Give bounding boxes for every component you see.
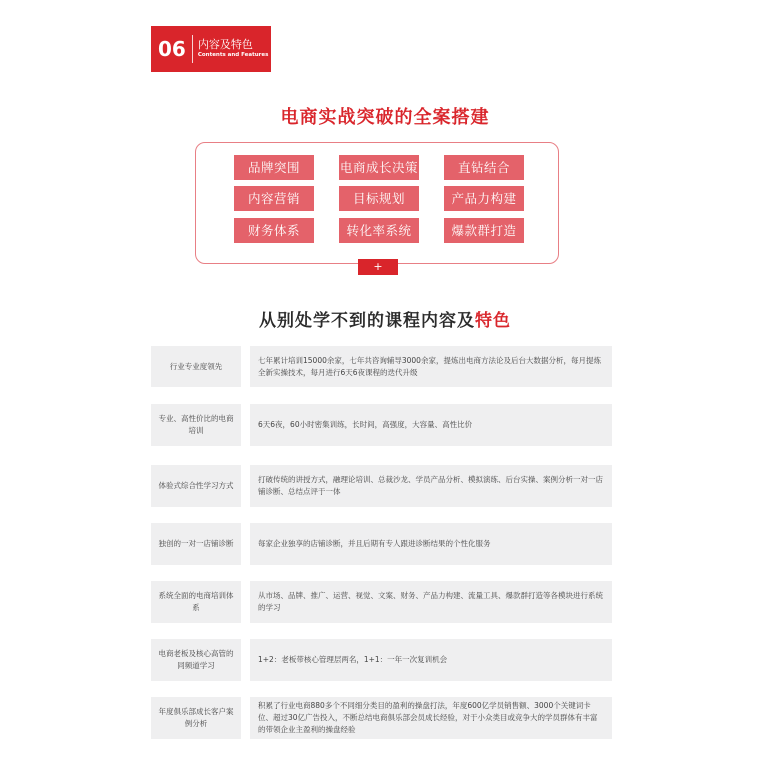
tag-item: 直钻结合: [444, 155, 524, 180]
tag-item: 爆款群打造: [444, 218, 524, 243]
expand-plus-button[interactable]: +: [358, 259, 398, 275]
tag-item: 转化率系统: [339, 218, 419, 243]
section2-title-accent: 特色: [475, 311, 511, 331]
tag-item: 品牌突围: [234, 155, 314, 180]
feature-desc: 1+2：老板带核心管理层两名，1+1：一年一次复训机会: [250, 639, 612, 681]
section2-title-main: 从别处学不到的课程内容及: [259, 311, 475, 331]
feature-label: 独创的一对一店铺诊断: [151, 523, 241, 565]
feature-label: 行业专业度领先: [151, 346, 241, 387]
tag-item: 内容营销: [234, 186, 314, 211]
tag-item: 电商成长决策: [339, 155, 419, 180]
feature-desc: 打破传统的讲授方式，融理论培训、总裁沙龙、学员产品分析、模拟演练、后台实操、案例分析一对一店铺诊断、总结点评于一体: [250, 465, 612, 507]
feature-desc: 七年累计培训15000余家，七年共咨询辅导3000余家，提炼出电商方法论及后台大数据分析，每月提炼全新实操技术，每月进行6天6夜课程的迭代升级: [250, 346, 612, 387]
tag-item: 目标规划: [339, 186, 419, 211]
tag-item: 财务体系: [234, 218, 314, 243]
feature-desc: 积累了行业电商880多个不同细分类目的盈利的操盘打法，年度600亿学员销售额、3000个关键词卡位、超过30亿广告投入，不断总结电商俱乐部会员成长经验，对于小众类目或竞争大的学员群体有丰富的带领企业主盈利的操盘经验: [250, 697, 612, 739]
feature-desc: 从市场、品牌、推广、运营、视觉、文案、财务、产品力构建、流量工具、爆款群打造等各模块进行系统的学习: [250, 581, 612, 623]
feature-label: 系统全面的电商培训体系: [151, 581, 241, 623]
section2-title: [0, 306, 770, 331]
section1-title: 电商实战突破的全案搭建: [280, 107, 490, 128]
section-title-cn: 内容及特色: [197, 38, 253, 51]
tag-item: 产品力构建: [444, 186, 524, 211]
section-badge: [151, 26, 271, 72]
section-heading: [193, 38, 269, 60]
feature-label: 年度俱乐部成长客户案例分析: [151, 697, 241, 739]
feature-desc: 6天6夜，60小时密集训练，长时间，高强度，大容量、高性比价: [250, 404, 612, 446]
section-title-en: Contents and Features: [197, 52, 269, 58]
feature-label: 体验式综合性学习方式: [151, 465, 241, 507]
section-number: 06: [151, 35, 193, 63]
feature-label: 专业、高性价比的电商培训: [151, 404, 241, 446]
feature-label: 电商老板及核心高管的同频道学习: [151, 639, 241, 681]
feature-desc: 每家企业独享的店铺诊断，并且后期有专人跟进诊断结果的个性化服务: [250, 523, 612, 565]
